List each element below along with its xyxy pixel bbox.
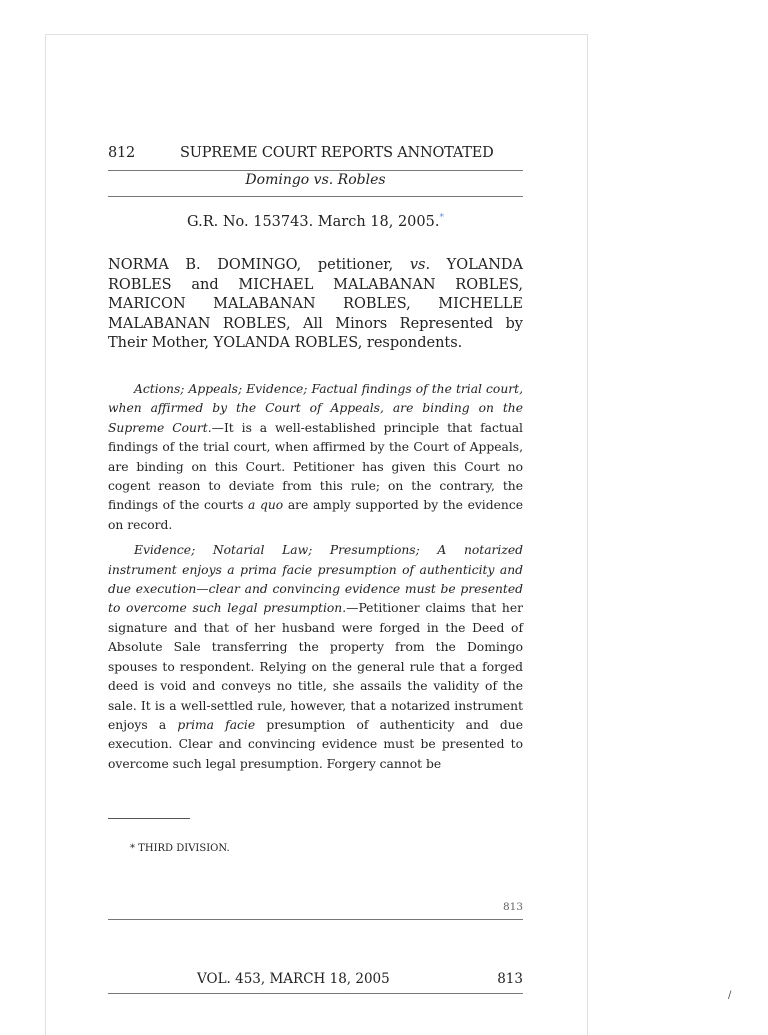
syllabus <box>108 380 523 780</box>
syllabus-paragraph-2 <box>108 541 523 774</box>
syllabus-1-text-a: —It is a well-established principle that factual findings of the trial court, when affirmed by the Court of Appeals, are binding on this Court. Petitioner has given this Court no cogent reason to deviate from this rule; on the contrary, the findings of the courts <box>108 420 523 513</box>
running-head-title: SUPREME COURT REPORTS ANNOTATED <box>180 145 494 161</box>
versus: vs. <box>409 257 431 273</box>
syllabus-1-headnote: Actions; Appeals; Evidence; Factual findings of the trial court, when affirmed by the Court of Appeals, are binding on the Supreme Court. <box>108 382 523 435</box>
syllabus-2-headnote: Evidence; Notarial Law; Presumptions; A notarized instrument enjoys a prima facie presumption of authenticity and due execution—clear and convincing evidence must be presented to overcome such legal presumption. <box>108 543 523 616</box>
case-short-title: Domingo vs. Robles <box>245 172 386 188</box>
header-rule-bottom <box>108 196 523 197</box>
header-rule-top <box>108 170 523 171</box>
next-header-rule <box>108 993 523 994</box>
petitioner-role: petitioner, <box>301 257 410 273</box>
petitioner-name: NORMA B. DOMINGO, <box>108 257 302 273</box>
running-head-page-number: 812 <box>108 145 136 161</box>
syllabus-2-italic-b: prima facie <box>177 717 256 732</box>
footnote-rule <box>108 818 190 819</box>
page-number-small: 813 <box>502 901 523 913</box>
next-running-head-volume: VOL. 453, MARCH 18, 2005 <box>197 971 390 987</box>
syllabus-1-text-b: are amply supported by the evidence on record. <box>108 498 523 532</box>
next-running-head-page-number: 813 <box>497 971 523 987</box>
stray-mark: / <box>728 990 732 1001</box>
respondents: YOLANDA ROBLES and MICHAEL MALABANAN ROBLES, MARICON MALABANAN ROBLES, MICHELLE MALABANAN ROBLES, All Minors Represented by Their Mother, YOLANDA ROBLES, respondents. <box>108 257 523 351</box>
syllabus-1-italic-b: a quo <box>248 498 284 513</box>
page-break-rule <box>108 919 523 920</box>
parties-block <box>108 256 523 354</box>
document-page <box>45 34 588 1035</box>
footnote-marker-link[interactable]: * <box>439 213 444 223</box>
footnote: * THIRD DIVISION. <box>130 843 230 854</box>
gr-number-line <box>108 213 523 230</box>
syllabus-2-text-a: —Petitioner claims that her signature and that of her husband were forged in the Deed of Absolute Sale transferring the property from the Domingo spouses to respondent. Relying on the general rule that a forged deed is void and conveys no title, she assails the validity of the sale. It is a well-settled rule, however, that a notarized instrument enjoys a <box>108 601 524 732</box>
syllabus-paragraph-1 <box>108 380 523 535</box>
gr-number-text: G.R. No. 153743. March 18, 2005. <box>187 213 440 230</box>
syllabus-2-text-b: presumption of authenticity and due execution. Clear and convincing evidence must be presented to overcome such legal presumption. Forgery cannot be <box>108 717 523 771</box>
